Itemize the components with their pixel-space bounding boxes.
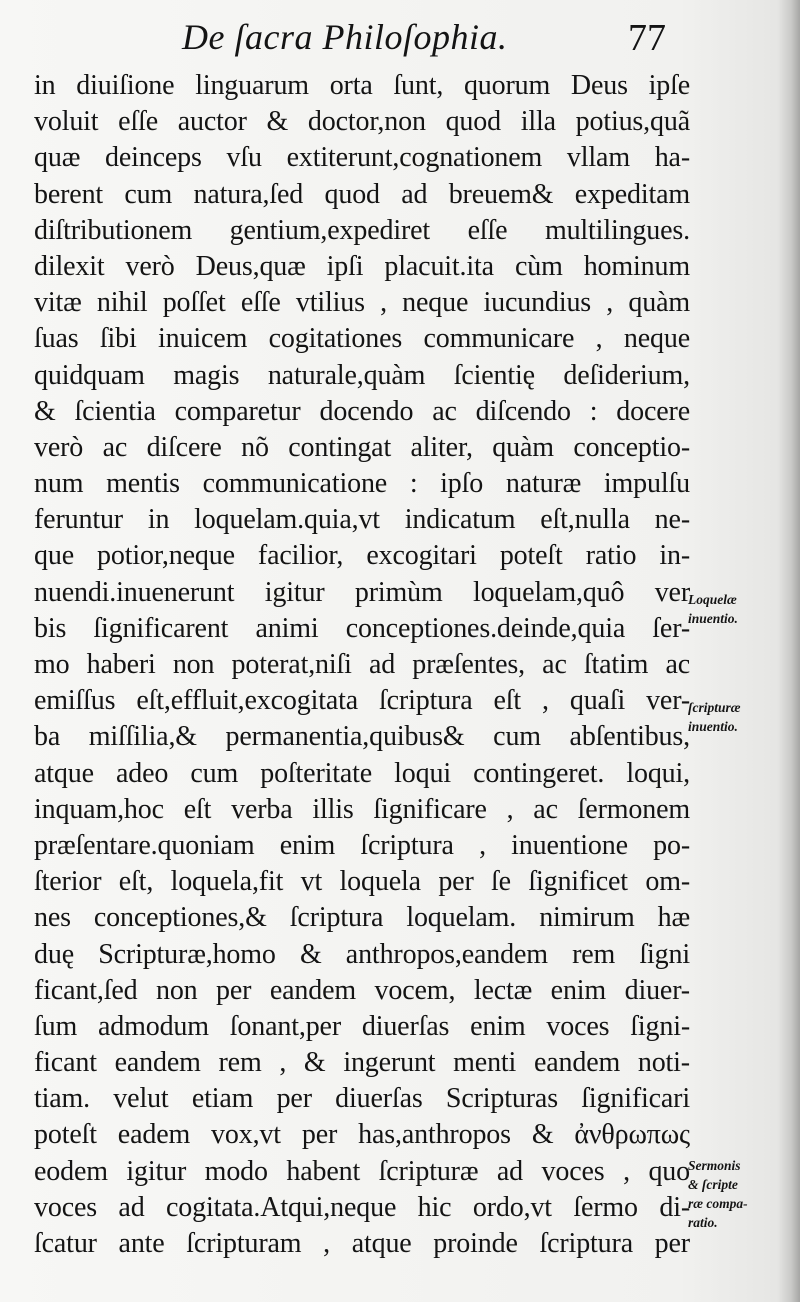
margin-note-sermonis bbox=[688, 1156, 798, 1232]
text-line: feruntur in loquelam.quia,vt indicatum eſt,nulla ne- bbox=[34, 504, 690, 536]
text-line: voces ad cogitata.Atqui,neque hic ordo,vt ſermo di- bbox=[34, 1191, 690, 1223]
text-line: atque adeo cum poſteritate loqui contingeret. loqui, bbox=[34, 757, 690, 789]
margin-note-line: inuentio. bbox=[688, 719, 738, 734]
margin-note-line: & ſcripte bbox=[688, 1177, 738, 1192]
text-line: eodem igitur modo habent ſcripturæ ad voces , quo bbox=[34, 1155, 690, 1187]
text-line: mo haberi non poterat,niſi ad præſentes, ac ſtatim ac bbox=[34, 649, 690, 680]
text-line: inquam,hoc eſt verba illis ſignificare , ac ſermonem bbox=[34, 793, 690, 825]
body-text bbox=[34, 68, 690, 1262]
text-line: ſterior eſt, loquela,fit vt loquela per ſe ſignificet om- bbox=[34, 866, 690, 898]
text-line: dilexit verò Deus,quæ ipſi placuit.ita cùm hominum bbox=[34, 250, 690, 282]
text-line: vitæ nihil poſſet eſſe vtilius , neque iucundius , quàm bbox=[34, 287, 690, 319]
text-line: & ſcientia comparetur docendo ac diſcendo : docere bbox=[34, 395, 690, 427]
page-header bbox=[0, 12, 800, 68]
text-line: ficant,ſed non per eandem vocem, lectæ enim diuer- bbox=[34, 974, 690, 1006]
text-line: duę Scripturæ,homo & anthropos,eandem rem ſigni bbox=[34, 938, 690, 970]
margin-note-loquelae bbox=[688, 590, 798, 628]
margin-note-line: ræ compa- bbox=[688, 1196, 748, 1211]
margin-note-line: Sermonis bbox=[688, 1158, 741, 1173]
text-line: voluit eſſe auctor & doctor,non quod illa potius,quã bbox=[34, 106, 690, 138]
text-line: ſcatur ante ſcripturam , atque proinde ſcriptura per bbox=[34, 1228, 690, 1259]
text-line: ſum admodum ſonant,per diuerſas enim voces ſigni- bbox=[34, 1010, 690, 1042]
text-line: tiam. velut etiam per diuerſas Scripturas ſignificari bbox=[34, 1083, 690, 1115]
text-line: ſuas ſibi inuicem cogitationes communicare , neque bbox=[34, 323, 690, 355]
margin-note-line: ratio. bbox=[688, 1215, 718, 1230]
text-line: emiſſus eſt,effluit,excogitata ſcriptura eſt , quaſi ver- bbox=[34, 685, 690, 717]
text-line: quæ deinceps vſu extiterunt,cognationem vllam ha- bbox=[34, 142, 690, 174]
text-line: num mentis communicatione : ipſo naturæ impulſu bbox=[34, 468, 690, 500]
text-line: ficant eandem rem , & ingerunt menti eandem noti- bbox=[34, 1047, 690, 1079]
text-line: præſentare.quoniam enim ſcriptura , inuentione po- bbox=[34, 829, 690, 861]
margin-note-line: Loquelæ bbox=[688, 592, 737, 607]
text-line: berent cum natura,ſed quod ad breuem& expeditam bbox=[34, 178, 690, 210]
margin-note-line: inuentio. bbox=[688, 611, 738, 626]
text-line: bis ſignificarent animi conceptiones.deinde,quia ſer- bbox=[34, 612, 690, 644]
text-line: in diuiſione linguarum orta ſunt, quorum Deus ipſe bbox=[34, 70, 690, 101]
text-line: verò ac diſcere nõ contingat aliter, quàm conceptio- bbox=[34, 431, 690, 463]
margin-note-scripturae bbox=[688, 698, 798, 736]
text-line: nes conceptiones,& ſcriptura loquelam. nimirum hæ bbox=[34, 902, 690, 934]
margin-notes bbox=[688, 0, 800, 1302]
page-number: 77 bbox=[628, 17, 666, 59]
text-line: que potior,neque facilior, excogitari poteſt ratio in- bbox=[34, 540, 690, 572]
text-line: quidquam magis naturale,quàm ſcientię deſiderium, bbox=[34, 359, 690, 391]
running-title: De ſacra Philoſophia. bbox=[182, 17, 508, 57]
text-line: ba miſſilia,& permanentia,quibus& cum abſentibus, bbox=[34, 721, 690, 753]
margin-note-line: ſcripturæ bbox=[688, 700, 741, 715]
text-line: diſtributionem gentium,expediret eſſe multilingues. bbox=[34, 214, 690, 246]
text-line: poteſt eadem vox,vt per has,anthropos & ἀνθρωπως bbox=[34, 1119, 690, 1151]
text-line: nuendi.inuenerunt igitur primùm loquelam,quô ver bbox=[34, 576, 690, 608]
